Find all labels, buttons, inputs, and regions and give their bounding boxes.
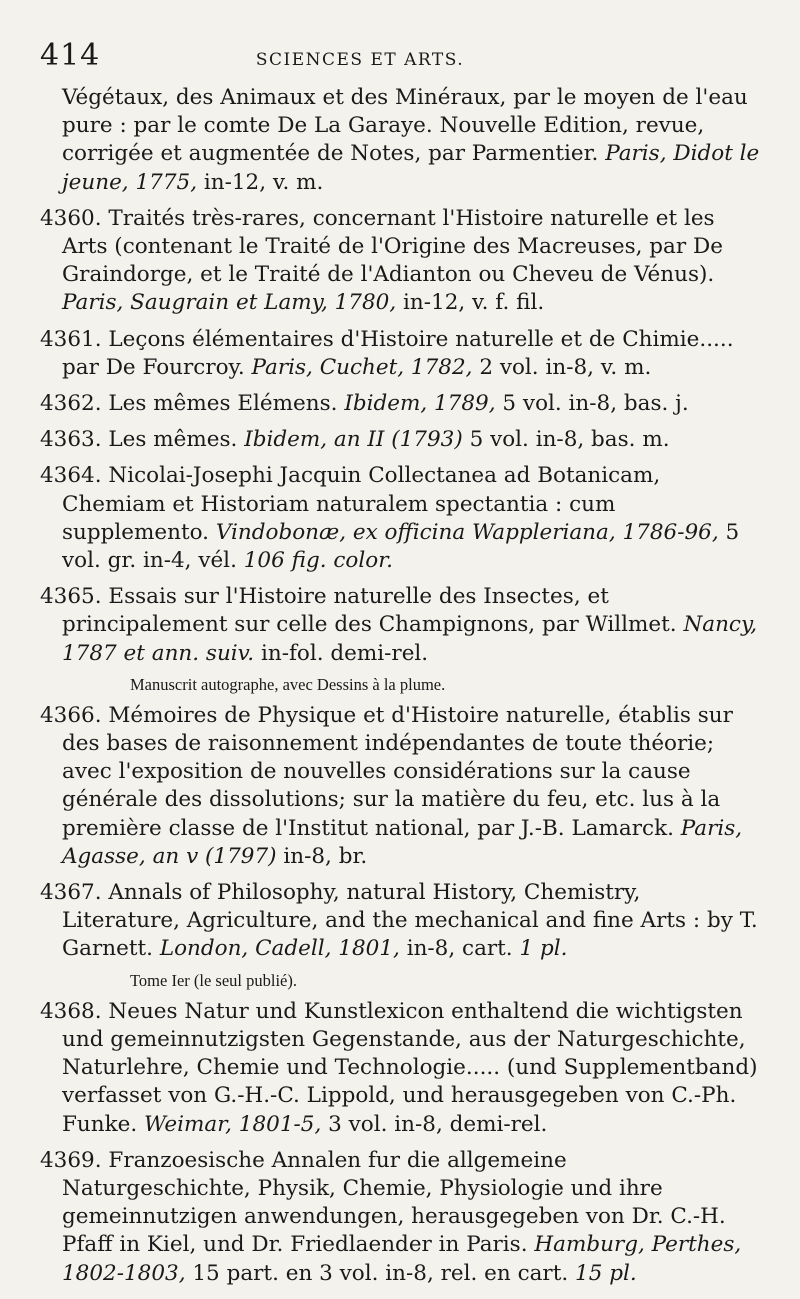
entry-title: Traités très-rares, concernant l'Histoire naturelle et les Arts (contenant le Traité de l'Origine des Macreuses, par De Graindorge, et le Traité de l'Adianton ou Cheveu de Vénus). (62, 205, 723, 288)
entry-imprint: Weimar, 1801-5, (144, 1111, 322, 1137)
entry-imprint: Vindobonæ, ex officina Wappleriana, 1786-96, (215, 519, 719, 545)
entry-title: Franzoesische Annalen fur die allgemeine Naturgeschichte, Physik, Chemie, Physiologie und ihre gemeinnutzigen anwendungen, herausgegeben von Dr. C.-H. Pfaff in Kiel, und Dr. Friedlaender in Paris. (62, 1147, 726, 1258)
entry-number: 4360. (40, 205, 102, 231)
entry-format: in-fol. demi-rel. (260, 640, 429, 666)
entry-plates: 15 pl. (575, 1260, 637, 1286)
entry-note: Tome Ier (le seul publié). (130, 970, 297, 990)
catalog-entry (40, 390, 760, 418)
entry-number: 4369. (40, 1147, 102, 1173)
catalog-entry (40, 702, 760, 871)
entry-imprint: Paris, Saugrain et Lamy, 1780, (62, 290, 397, 316)
entry-number: 4363. (40, 427, 102, 453)
entry-format: 3 vol. in-8, demi-rel. (328, 1111, 548, 1137)
entry-imprint: Ibidem, an II (1793) (244, 427, 463, 453)
entry-format: in-12, v. m. (203, 169, 324, 195)
entry-number: 4367. (40, 880, 102, 906)
entry-imprint: Paris, Agasse, an v (1797) (62, 815, 743, 869)
catalog-entry (40, 462, 760, 575)
entry-imprint: Hamburg, Perthes, 1802-1803, (62, 1232, 742, 1286)
entry-title: Nicolai-Josephi Jacquin Collectanea ad Botanicam, Chemiam et Historiam naturalem spectantia : cum supplemento. (62, 463, 661, 545)
entry-title: Leçons élémentaires d'Histoire naturelle et de Chimie..... par De Fourcroy. (62, 326, 734, 380)
entry-title: Les mêmes. (108, 427, 238, 453)
entry-format: 5 vol. in-8, bas. j. (502, 391, 689, 417)
entry-title: Végétaux, des Animaux et des Minéraux, par le moyen de l'eau pure : par le comte De La Garaye. Nouvelle Edition, revue, corrigée et augmentée de Notes, par Parmentier. (62, 85, 748, 167)
entry-format: 2 vol. in-8, v. m. (479, 354, 652, 380)
entry-number: 4368. (40, 998, 102, 1024)
catalog-entry (40, 583, 760, 668)
catalog-entry (40, 205, 760, 318)
entry-title: Neues Natur und Kunstlexicon enthaltend die wichtigsten und gemeinnutzigsten Gegenstande, aus der Naturgeschichte, Naturlehre, Chemie und Technologie..... (und Supplementband) verfasset von G.-H.-C. Lippold, und herausgegeben von C.-Ph. Funke. (62, 998, 758, 1137)
entry-title: Annals of Philosophy, natural History, Chemistry, Literature, Agriculture, and the mechanical and fine Arts : by T. Garnett. (62, 880, 758, 962)
entry-number: 4366. (40, 702, 102, 728)
entry-title: Essais sur l'Histoire naturelle des Insectes, et principalement sur celle des Champignons, par Willmet. (62, 584, 677, 638)
running-head: SCIENCES ET ARTS. (255, 50, 465, 70)
entry-number: 4362. (40, 391, 102, 417)
entry-number: 4361. (40, 326, 102, 352)
entry-plates: 1 pl. (519, 936, 568, 962)
catalog-entry (40, 326, 760, 382)
entry-title: Mémoires de Physique et d'Histoire naturelle, établis sur des bases de raisonnement indépendantes de toute théorie; avec l'exposition de nouvelles considérations sur la cause générale des dissolutions; sur la matière du feu, etc. lus à la première classe de l'Institut national, par J.-B. Lamarck. (62, 702, 733, 841)
entry-format: in-12, v. f. fil. (403, 290, 545, 316)
entry-format: in-8, br. (283, 843, 368, 869)
entry-format: 15 part. en 3 vol. in-8, rel. en cart. (192, 1260, 569, 1286)
entry-format: 5 vol. in-8, bas. m. (469, 427, 670, 453)
catalog-entry (40, 998, 760, 1139)
page-header (40, 38, 760, 78)
entry-imprint: Paris, Didot le jeune, 1775, (62, 141, 760, 195)
catalog-entry (40, 426, 760, 454)
entry-number: 4365. (40, 584, 102, 610)
catalog-entry (40, 1147, 760, 1288)
entry-plates: 106 fig. color. (243, 548, 393, 574)
catalog-entries (40, 84, 760, 1288)
catalog-entry (40, 84, 760, 197)
catalog-entry (40, 879, 760, 964)
entry-format: in-8, cart. (406, 936, 513, 962)
entry-imprint: Paris, Cuchet, 1782, (251, 354, 473, 380)
entry-note: Manuscrit autographe, avec Dessins à la plume. (130, 674, 446, 694)
entry-imprint: London, Cadell, 1801, (159, 936, 400, 962)
page-number: 414 (40, 38, 101, 73)
entry-format: 5 vol. gr. in-4, vél. (62, 519, 740, 574)
entry-imprint: Ibidem, 1789, (344, 391, 496, 417)
entry-imprint: Nancy, 1787 et ann. suiv. (62, 612, 758, 666)
entry-title: Les mêmes Elémens. (108, 391, 338, 417)
entry-number: 4364. (40, 463, 102, 489)
